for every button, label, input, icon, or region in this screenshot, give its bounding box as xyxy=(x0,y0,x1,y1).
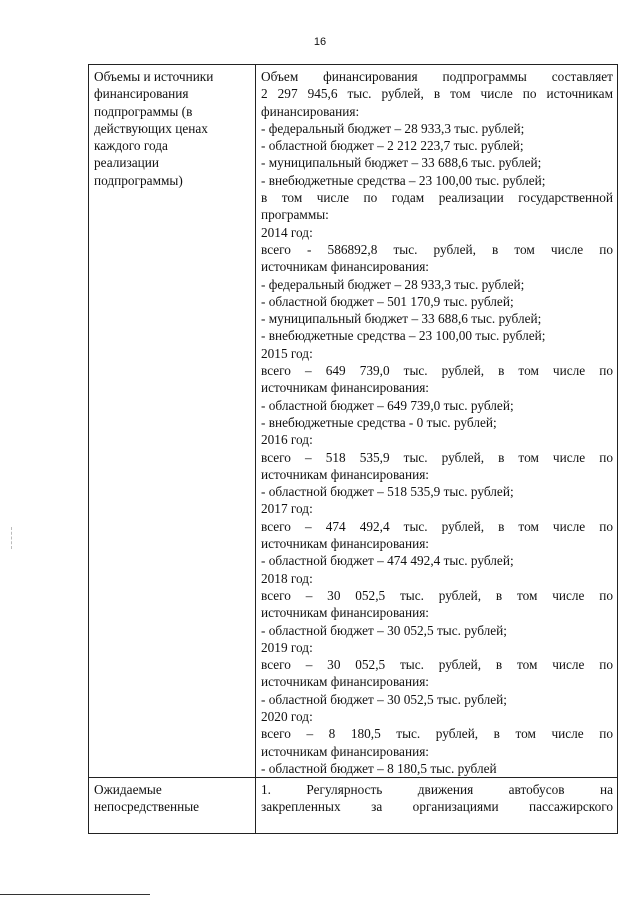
text-line: 2018 год: xyxy=(261,570,313,586)
passport-table xyxy=(88,64,618,834)
text-line: источникам финансирования: xyxy=(261,466,430,482)
text-line: - областной бюджет – 8 180,5 тыс. рублей xyxy=(261,760,497,776)
text-line: всего – 474 492,4 тыс. рублей, в том числе по xyxy=(261,518,613,534)
text-line: - муниципальный бюджет – 33 688,6 тыс. рублей; xyxy=(261,155,542,171)
scan-artifact xyxy=(11,527,18,549)
text-line: источникам финансирования: xyxy=(261,259,430,275)
table-row xyxy=(89,778,618,834)
text-line: - областной бюджет – 30 052,5 тыс. рублей; xyxy=(261,691,507,707)
text-line: всего - 586892,8 тыс. рублей, в том числе по xyxy=(261,241,613,257)
text-line: источникам финансирования: xyxy=(261,743,430,759)
text-line: - федеральный бюджет – 28 933,3 тыс. рублей; xyxy=(261,276,525,292)
text-line: реализации xyxy=(94,155,159,171)
text-line: 2020 год: xyxy=(261,708,313,724)
text-line: финансирования: xyxy=(261,103,360,119)
text-line: источникам финансирования: xyxy=(261,380,430,396)
text-line: финансирования xyxy=(94,86,189,102)
text-line: - областной бюджет – 30 052,5 тыс. рублей; xyxy=(261,622,507,638)
text-line: - внебюджетные средства - 0 тыс. рублей; xyxy=(261,414,497,430)
text-line: 2015 год: xyxy=(261,345,313,361)
row-content-financing xyxy=(256,65,618,778)
text-line: - областной бюджет – 2 212 223,7 тыс. рублей; xyxy=(261,138,524,154)
text-line: программы: xyxy=(261,207,329,223)
row-content-expected-results xyxy=(256,778,618,834)
text-line: подпрограммы (в xyxy=(94,103,193,119)
text-line: 1. Регулярность движения автобусов на xyxy=(261,782,613,798)
page-number: 16 xyxy=(313,36,327,48)
footnote-divider xyxy=(0,894,150,895)
text-line: - федеральный бюджет – 28 933,3 тыс. рублей; xyxy=(261,120,525,136)
text-line: каждого года xyxy=(94,138,168,154)
row-label-expected-results xyxy=(89,778,256,834)
text-line: 2014 год: xyxy=(261,224,313,240)
text-line: - областной бюджет – 501 170,9 тыс. рублей; xyxy=(261,293,514,309)
text-line: - областной бюджет – 649 739,0 тыс. рублей; xyxy=(261,397,514,413)
text-line: в том числе по годам реализации государственной xyxy=(261,190,613,206)
text-line: всего – 30 052,5 тыс. рублей, в том числе по xyxy=(261,657,613,673)
content-lines xyxy=(261,781,613,816)
text-line: - муниципальный бюджет – 33 688,6 тыс. рублей; xyxy=(261,311,542,327)
text-line: действующих ценах xyxy=(94,120,208,136)
text-line: Ожидаемые xyxy=(94,782,162,798)
text-line: Объем финансирования подпрограммы составляет xyxy=(261,69,613,84)
text-line: всего – 518 535,9 тыс. рублей, в том числе по xyxy=(261,449,613,465)
text-line: - областной бюджет – 518 535,9 тыс. рублей; xyxy=(261,484,514,500)
text-line: - внебюджетные средства – 23 100,00 тыс. рублей; xyxy=(261,328,546,344)
text-line: 2019 год: xyxy=(261,639,313,655)
label-lines xyxy=(94,781,251,816)
text-line: 2 297 945,6 тыс. рублей, в том числе по источникам xyxy=(261,86,613,102)
text-line: источникам финансирования: xyxy=(261,536,430,552)
table-row xyxy=(89,65,618,778)
text-line: всего – 649 739,0 тыс. рублей, в том числе по xyxy=(261,363,613,379)
text-line: закрепленных за организациями пассажирского xyxy=(261,799,613,815)
label-lines xyxy=(94,68,251,189)
text-line: непосредственные xyxy=(94,799,200,815)
text-line: - областной бюджет – 474 492,4 тыс. рублей; xyxy=(261,553,514,569)
text-line: источникам финансирования: xyxy=(261,605,430,621)
text-line: всего – 8 180,5 тыс. рублей, в том числе по xyxy=(261,726,613,742)
text-line: подпрограммы) xyxy=(94,172,183,188)
text-line: - внебюджетные средства – 23 100,00 тыс. рублей; xyxy=(261,172,546,188)
content-lines xyxy=(261,68,613,777)
text-line: 2016 год: xyxy=(261,432,313,448)
text-line: 2017 год: xyxy=(261,501,313,517)
row-label-financing xyxy=(89,65,256,778)
text-line: всего – 30 052,5 тыс. рублей, в том числе по xyxy=(261,587,613,603)
text-line: источникам финансирования: xyxy=(261,674,430,690)
text-line: Объемы и источники xyxy=(94,69,214,84)
